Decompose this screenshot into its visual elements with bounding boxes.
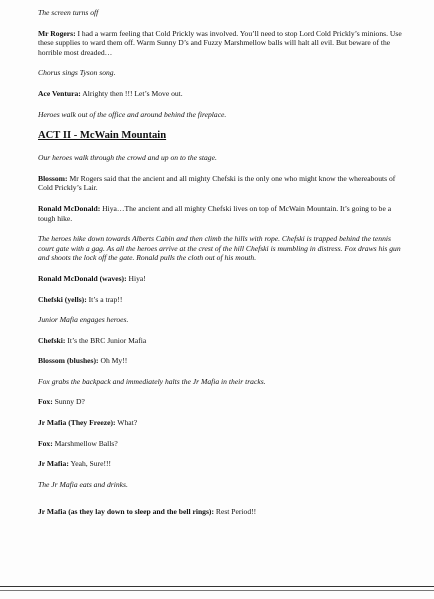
dialogue-line: [38, 397, 402, 407]
stage-direction: Fox grabs the backpack and immediately halts the Jr Mafia in their tracks.: [38, 376, 266, 386]
speaker-name: Ronald McDonald:: [38, 203, 101, 213]
dialogue-text: Oh My!!: [98, 356, 128, 366]
script-content: [38, 8, 402, 528]
dialogue-text: Mr Rogers said that the ancient and all mighty Chefski is the only one who might know the whereabouts of Cold Prickly’s Lair.: [38, 173, 396, 193]
stage-direction: Our heroes walk through the crowd and up on to the stage.: [38, 153, 217, 163]
dialogue-text: What?: [115, 418, 138, 428]
dialogue-text: I had a warm feeling that Cold Prickly was involved. You’ll need to stop Lord Cold Prickly’s minions. Use these supplies to ward them off. Warm Sunny D’s and Fuzzy Marshmellow balls will halt all evil. But beware of the horrible most dreaded…: [38, 28, 402, 57]
speaker-name: Blossom (blushes):: [38, 356, 99, 366]
dialogue-line: [38, 459, 402, 469]
stage-direction: Heroes walk out of the office and around behind the fireplace.: [38, 109, 227, 119]
dialogue-text: Yeah, Sure!!!: [68, 459, 112, 469]
speaker-name: Fox:: [38, 438, 53, 448]
stage-direction: The Jr Mafia eats and drinks.: [38, 479, 128, 489]
speaker-name: Chefski (yells):: [38, 294, 87, 304]
stage-direction: The heroes hike down towards Alberts Cabin and then climb the hills with rope. Chefski is trapped behind the tennis court gate with a gag. As all the heroes arrive at the crest of the hill Chefski is mumbling in distress. Fox draws his gun and shoots the lock off the gate. Ronald pulls the cloth out of his mouth.: [38, 234, 401, 263]
dialogue-line: [38, 295, 402, 305]
speaker-name: Fox:: [38, 397, 53, 407]
dialogue-line: [38, 336, 402, 346]
speaker-name: Mr Rogers:: [38, 28, 76, 38]
dialogue-text: It’s the BRC Junior Mafia: [65, 335, 147, 345]
dialogue-text: Alrighty then !!! Let’s Move out.: [80, 88, 183, 98]
dialogue-line: [38, 274, 402, 284]
stage-direction: Chorus sings Tyson song.: [38, 68, 116, 78]
dialogue-text: Hiya!: [126, 273, 146, 283]
speaker-name: Ronald McDonald (waves):: [38, 273, 127, 283]
dialogue-line: [38, 507, 402, 517]
dialogue-line: [38, 204, 402, 223]
dialogue-line: [38, 439, 402, 449]
speaker-name: Jr Mafia:: [38, 459, 69, 469]
dialogue-text: Sunny D?: [52, 397, 85, 407]
speaker-name: Ace Ventura:: [38, 88, 81, 98]
dialogue-line: [38, 356, 402, 366]
page-bottom-edge: [0, 586, 434, 587]
dialogue-text: Rest Period!!: [214, 507, 257, 517]
speaker-name: Jr Mafia (as they lay down to sleep and the bell rings):: [38, 507, 214, 517]
speaker-name: Blossom:: [38, 173, 68, 183]
speaker-name: Jr Mafia (They Freeze):: [38, 418, 116, 428]
act-heading: ACT II - McWain Mountain: [38, 130, 167, 142]
dialogue-text: Hiya…The ancient and all mighty Chefski lives on top of McWain Mountain. It’s going to be a tough hike.: [38, 203, 392, 223]
dialogue-text: It’s a trap!!: [86, 294, 123, 304]
dialogue-line: [38, 29, 402, 58]
stage-direction: Junior Mafia engages heroes.: [38, 315, 129, 325]
page-bottom-edge-shadow: [0, 590, 434, 591]
dialogue-line: [38, 418, 402, 428]
dialogue-text: Marshmellow Balls?: [52, 438, 118, 448]
dialogue-line: [38, 174, 402, 193]
stage-direction: The screen turns off: [38, 8, 99, 17]
speaker-name: Chefski:: [38, 335, 66, 345]
dialogue-line: [38, 89, 402, 99]
